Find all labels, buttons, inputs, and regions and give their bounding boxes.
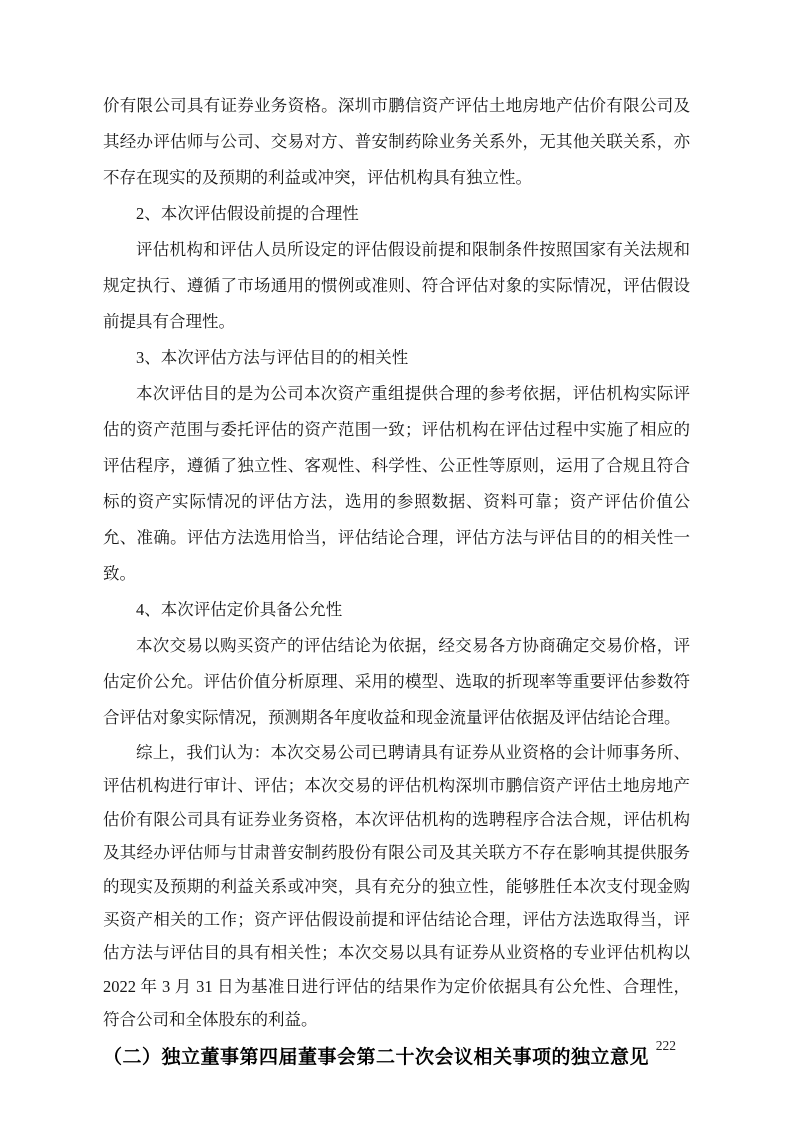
subsection-heading: 4、本次评估定价具备公允性 bbox=[136, 600, 343, 619]
paragraph: 评估机构和评估人员所设定的评估假设前提和限制条件按照国家有关法规和规定执行、遵循了市场通用的惯例或准则、符合评估对象的实际情况，评估假设前提具有合理性。 bbox=[103, 240, 690, 331]
page-number: 222 bbox=[655, 1038, 676, 1053]
paragraph: 本次交易以购买资产的评估结论为依据，经交易各方协商确定交易价格，评估定价公允。评估价值分析原理、采用的模型、选取的折现率等重要评估参数符合评估对象实际情况，预测期各年度收益和现金流量评估依据及评估结论合理。 bbox=[103, 636, 690, 727]
subsection-heading: 3、本次评估方法与评估目的的相关性 bbox=[136, 348, 409, 367]
section-heading: （二）独立董事第四届董事会第二十次会议相关事项的独立意见 bbox=[103, 1046, 650, 1068]
paragraph: 综上，我们认为：本次交易公司已聘请具有证券从业资格的会计师事务所、评估机构进行审计、评估；本次交易的评估机构深圳市鹏信资产评估土地房地产估价有限公司具有证券业务资格，本次评估机构的选聘程序合法合规，评估机构及其经办评估师与甘肃普安制药股份有限公司及其关联方不存在影响其提供服务的现实及预期的利益关系或冲突，具有充分的独立性，能够胜任本次支付现金购买资产相关的工作；资产评估假设前提和评估结论合理，评估方法选取得当，评估方法与评估目的具有相关性；本次交易以具有证券从业资格的专业评估机构以 2022 年 3 月 31 日为基准日进行评估的结果作为定价依据具有公允性、合理性，符合公司和全体股东的利益。 bbox=[103, 743, 690, 1030]
paragraph: 本次评估目的是为公司本次资产重组提供合理的参考依据，评估机构实际评估的资产范围与委托评估的资产范围一致；评估机构在评估过程中实施了相应的评估程序，遵循了独立性、客观性、科学性、公正性等原则，运用了合规且符合标的资产实际情况的评估方法，选用的参照数据、资料可靠；资产评估价值公允、准确。评估方法选用恰当，评估结论合理，评估方法与评估目的的相关性一致。 bbox=[103, 384, 690, 583]
paragraph-continuation: 价有限公司具有证券业务资格。深圳市鹏信资产评估土地房地产估价有限公司及其经办评估师与公司、交易对方、普安制药除业务关系外，无其他关联关系，亦不存在现实的及预期的利益或冲突，评估机构具有独立性。 bbox=[103, 96, 690, 187]
subsection-heading: 2、本次评估假设前提的合理性 bbox=[136, 204, 359, 223]
document-body bbox=[103, 88, 690, 1073]
